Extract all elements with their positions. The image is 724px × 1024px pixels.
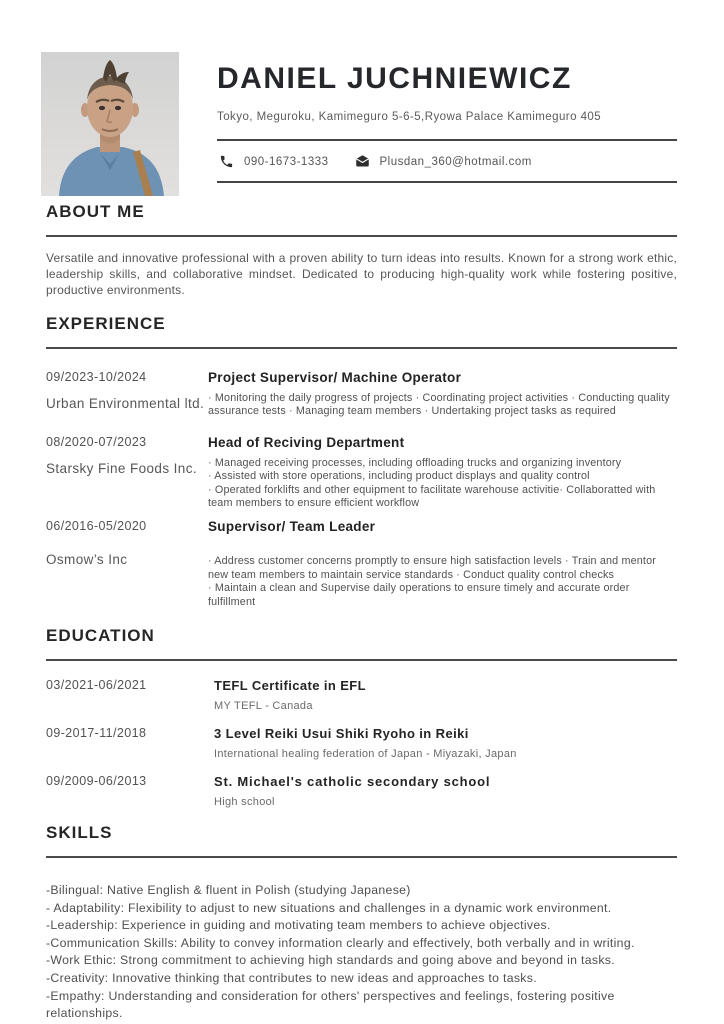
job-bullet-line: · Maintain a clean and Supervise daily operations to ensure timely and accurate order fulfillment [208, 582, 630, 608]
about-rule [46, 235, 677, 237]
phone-number: 090-1673-1333 [244, 155, 329, 168]
section-heading-experience: EXPERIENCE [46, 314, 166, 333]
skills-rule [46, 856, 677, 858]
skill-item: -Communication Skills: Ability to convey information clearly and effectively, both verbally and in writing. [46, 935, 635, 950]
education-dates: 09-2017-11/2018 [46, 726, 147, 741]
job-bullet-line: · Monitoring the daily progress of projects · Coordinating project activities · Conducting quality assurance tests · Managing team members · Undertaking project tasks as required [208, 392, 670, 418]
job-role: Head of Reciving Department [208, 434, 405, 450]
contact-row [217, 141, 677, 181]
job-company: Osmow’s Inc [46, 552, 128, 568]
job-bullet-line: · Operated forklifts and other equipment to facilitate warehouse activitie· Collaboratted with team members to ensure efficient workflow [208, 483, 656, 510]
header-divider-bottom [217, 181, 677, 183]
education-right-column [214, 774, 677, 808]
education-dates: 03/2021-06/2021 [46, 678, 147, 693]
education-school: High school [214, 796, 275, 809]
education-school: International healing federation of Japan - Miyazaki, Japan [214, 748, 517, 761]
profile-photo [41, 52, 179, 196]
education-degree: TEFL Certificate in EFL [214, 678, 366, 694]
experience-entry [46, 435, 677, 511]
education-entry [46, 774, 677, 808]
resume-body [46, 202, 677, 1023]
phone-contact [219, 154, 329, 169]
skill-item: - Adaptability: Flexibility to adjust to new situations and challenges in a dynamic work environment. [46, 900, 612, 915]
education-entry [46, 678, 677, 712]
job-dates: 09/2023-10/2024 [46, 370, 147, 384]
job-right-column [208, 519, 677, 609]
section-heading-education: EDUCATION [46, 626, 155, 646]
phone-icon [219, 154, 234, 169]
job-dates: 08/2020-07/2023 [46, 434, 147, 449]
skill-item: -Leadership: Experience in guiding and motivating team members to achieve objectives. [46, 918, 551, 933]
skill-item: -Bilingual: Native English & fluent in Polish (studying Japanese) [46, 883, 411, 898]
education-school: MY TEFL - Canada [214, 700, 313, 713]
job-left-column [46, 370, 208, 419]
email-icon [355, 154, 370, 169]
job-left-column [46, 435, 208, 511]
email-address: Plusdan_360@hotmail.com [379, 155, 532, 168]
candidate-name: DANIEL JUCHNIEWICZ [217, 62, 572, 95]
job-bullets [208, 555, 677, 609]
section-heading-skills: SKILLS [46, 823, 113, 843]
job-bullets [208, 392, 677, 419]
job-right-column [208, 370, 677, 419]
job-right-column [208, 435, 677, 511]
job-bullets [208, 457, 677, 511]
education-degree: St. Michael's catholic secondary school [214, 774, 491, 790]
job-bullet-line: · Address customer concerns promptly to ensure high satisfaction levels · Train and mentor new team members to maintain service standards · Conduct quality control checks [208, 555, 656, 581]
experience-entry [46, 519, 677, 609]
job-company: Urban Environmental ltd. [46, 396, 205, 411]
address-line: Tokyo, Meguroku, Kamimeguro 5-6-5,Ryowa Palace Kamimeguro 405 [217, 111, 602, 123]
education-entry [46, 726, 677, 760]
education-right-column [214, 678, 677, 712]
profile-photo-image [41, 52, 179, 196]
skill-item: -Work Ethic: Strong commitment to achieving high standards and going above and beyond in tasks. [46, 953, 615, 968]
experience-entry [46, 370, 677, 419]
job-bullet-line: · Assisted with store operations, including product displays and quality control [208, 470, 590, 483]
job-role: Supervisor/ Team Leader [208, 519, 376, 535]
skill-item: -Empathy: Understanding and consideration for others' perspectives and feelings, fostering positive relationships. [46, 988, 615, 1021]
education-rule [46, 659, 677, 661]
section-heading-about: ABOUT ME [46, 202, 145, 221]
header [217, 0, 677, 183]
experience-rule [46, 347, 677, 349]
job-dates: 06/2016-05/2020 [46, 519, 147, 534]
about-text: Versatile and innovative professional with a proven ability to turn ideas into results. Known for a strong work ethic, leadership skills, and collaborative mindset. Dedicated to producing high-quality work while fostering positive, productive environments. [46, 251, 677, 297]
job-role: Project Supervisor/ Machine Operator [208, 370, 462, 385]
education-right-column [214, 726, 677, 760]
job-left-column [46, 519, 208, 609]
job-company: Starsky Fine Foods Inc. [46, 460, 198, 476]
skill-item: -Creativity: Innovative thinking that contributes to new ideas and approaches to tasks. [46, 971, 537, 986]
job-bullet-line: · Managed receiving processes, including offloading trucks and organizing inventory [208, 456, 622, 469]
education-dates: 09/2009-06/2013 [46, 774, 147, 789]
email-contact [355, 154, 532, 169]
skills-list [46, 882, 677, 1023]
education-degree: 3 Level Reiki Usui Shiki Ryoho in Reiki [214, 726, 469, 742]
